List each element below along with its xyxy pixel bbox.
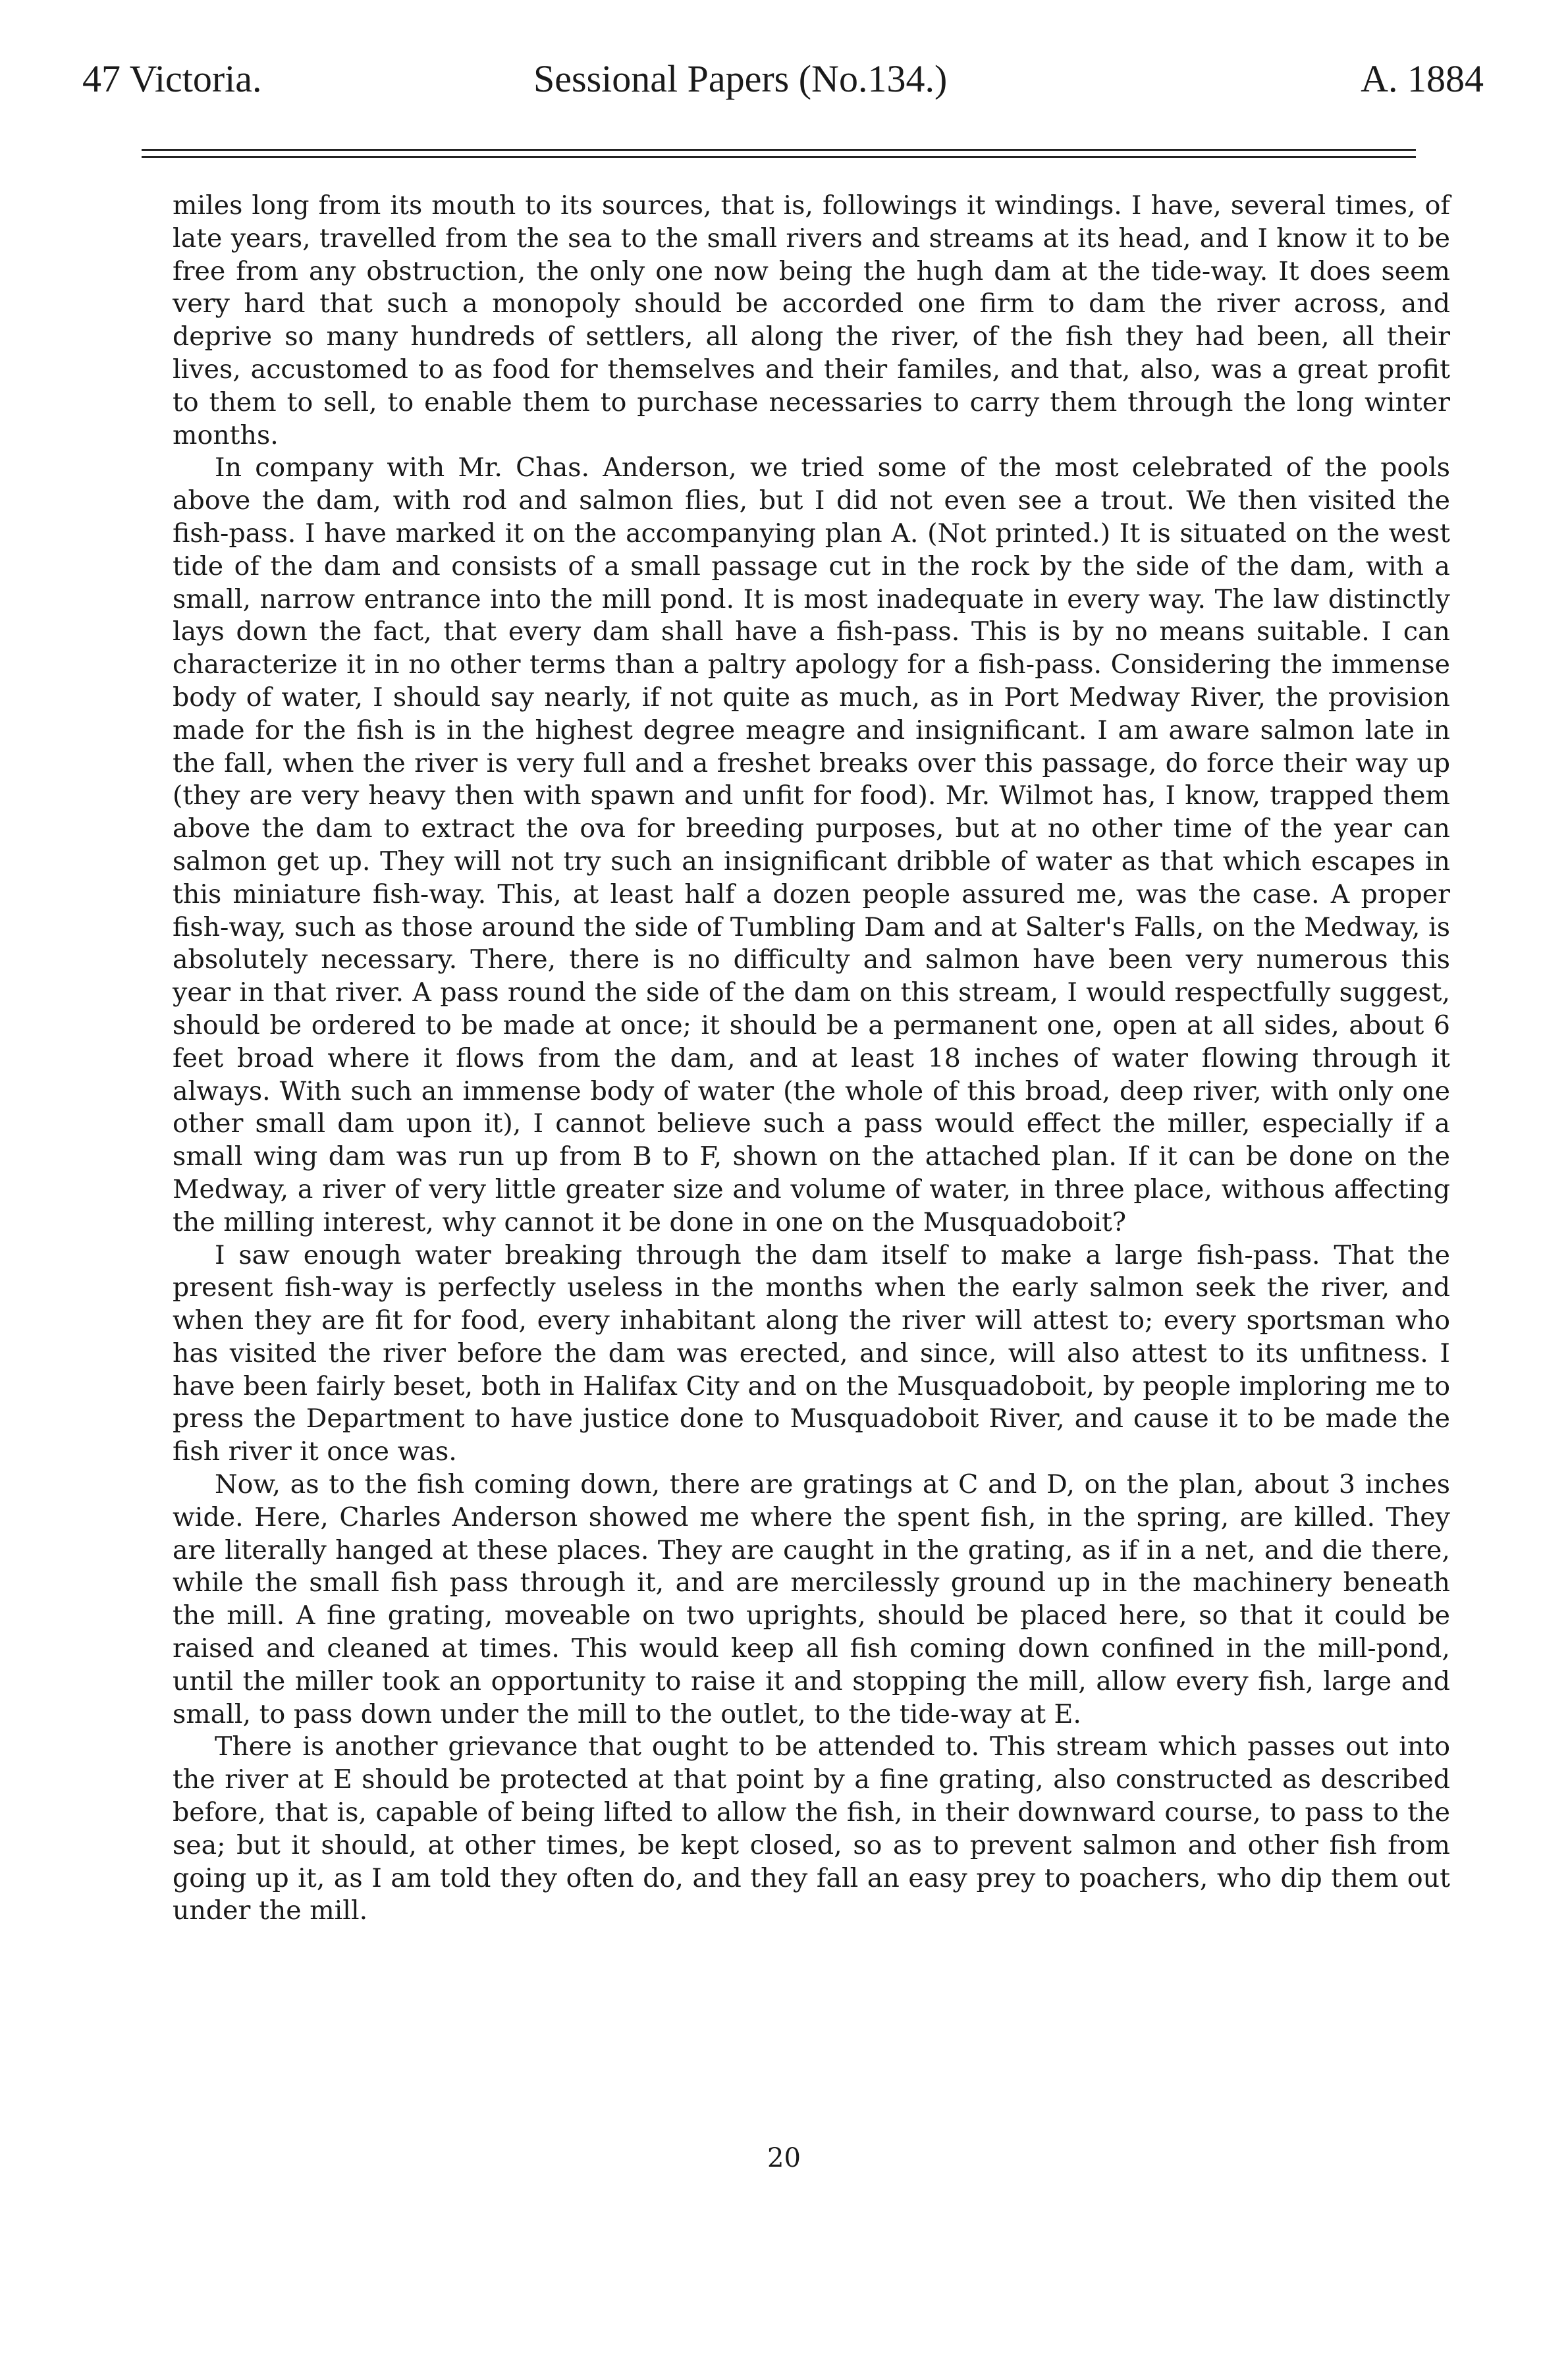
paragraph: In company with Mr. Chas. Anderson, we tried some of the most celebrated of the pools above the dam, with rod and salmon flies, but I did not even see a trout. We then visited the fish-pass. I have marked it on the accompanying plan A. (Not printed.) It is situated on the west tide of the dam and consists of a small passage cut in the rock by the side of the dam, with a small, narrow entrance into the mill pond. It is most inadequate in every way. The law distinctly lays down the fact, that every dam shall have a fish-pass. This is by no means suitable. I can characterize it in no other terms than a paltry apology for a fish-pass. Considering the immense body of water, I should say nearly, if not quite as much, as in Port Medway River, the provision made for the fish is in the highest degree meagre and insignificant. I am aware salmon late in the fall, when the river is very full and a freshet breaks over this passage, do force their way up (they are very heavy then with spawn and unfit for food). Mr. Wilmot has, I know, trapped them above the dam to extract the ova for breeding purposes, but at no other time of the year can salmon get up. They will not try such an insignificant dribble of water as that which escapes in this miniature fish-way. This, at least half a dozen people assured me, was the case. A proper fish-way, such as those around the side of Tumbling Dam and at Salter's Falls, on the Medway, is absolutely necessary. There, there is no difficulty and salmon have been very numerous this year in that river. A pass round the side of the dam on this stream, I would respectfully suggest, should be ordered to be made at once; it should be a permanent one, open at all sides, about 6 feet broad where it flows from the dam, and at least 18 inches of water flowing through it always. With such an immense body of water (the whole of this broad, deep river, with only one other small dam upon it), I cannot believe such a pass would effect the miller, especially if a small wing dam was run up from B to F, shown on the attached plan. If it can be done on the Medway, a river of very little greater size and volume of water, in three place, withous affecting the milling interest, why cannot it be done in one on the Musquadoboit? — [173, 452, 1450, 1237]
paragraph: Now, as to the fish coming down, there are gratings at C and D, on the plan, about 3 inches wide. Here, Charles Anderson showed me where the spent fish, in the spring, are killed. They are literally hanged at these places. They are caught in the grating, as if in a net, and die there, while the small fish pass through it, and are mercilessly ground up in the machinery beneath the mill. A fine grating, moveable on two uprights, should be placed here, so that it could be raised and cleaned at times. This would keep all fish coming down confined in the mill-pond, until the miller took an opportunity to raise it and stopping the mill, allow every fish, large and small, to pass down under the mill to the outlet, to the tide-way at E. — [173, 1469, 1450, 1729]
running-header — [82, 47, 1484, 111]
header-session: 47 Victoria. — [82, 57, 262, 100]
header-rule-bottom — [142, 156, 1416, 158]
paragraph: I saw enough water breaking through the dam itself to make a large fish-pass. That the present fish-way is perfectly useless in the months when the early salmon seek the river, and when they are fit for food, every inhabitant along the river will attest to; every sportsman who has visited the river before the dam was erected, and since, will also attest to its unfitness. I have been fairly beset, both in Halifax City and on the Musquadoboit, by people imploring me to press the Department to have justice done to Musquadoboit River, and cause it to be made the fish river it once was. — [173, 1239, 1450, 1467]
paragraph: There is another grievance that ought to be attended to. This stream which passes out into the river at E should be protected at that point by a fine grating, also constructed as described before, that is, capable of being lifted to allow the fish, in their downward course, to pass to the sea; but it should, at other times, be kept closed, so as to prevent salmon and other fish from going up it, as I am told they often do, and they fall an easy prey to poachers, who dip them out under the mill. — [173, 1731, 1450, 1926]
report-body — [173, 190, 1450, 1928]
header-year: A. 1884 — [1361, 57, 1484, 100]
header-rule-top — [142, 149, 1416, 151]
paragraph: miles long from its mouth to its sources, that is, followings it windings. I have, several times, of late years, travelled from the sea to the small rivers and streams at its head, and I know it to be free from any obstruction, the only one now being the hugh dam at the tide-way. It does seem very hard that such a monopoly should be accorded one firm to dam the river across, and deprive so many hundreds of settlers, all along the river, of the fish they had been, all their lives, accustomed to as food for themselves and their familes, and that, also, was a great profit to them to sell, to enable them to purchase necessaries to carry them through the long winter months. — [173, 190, 1450, 450]
page-number: 20 — [767, 2143, 801, 2173]
header-title: Sessional Papers (No.134.) — [533, 57, 948, 100]
